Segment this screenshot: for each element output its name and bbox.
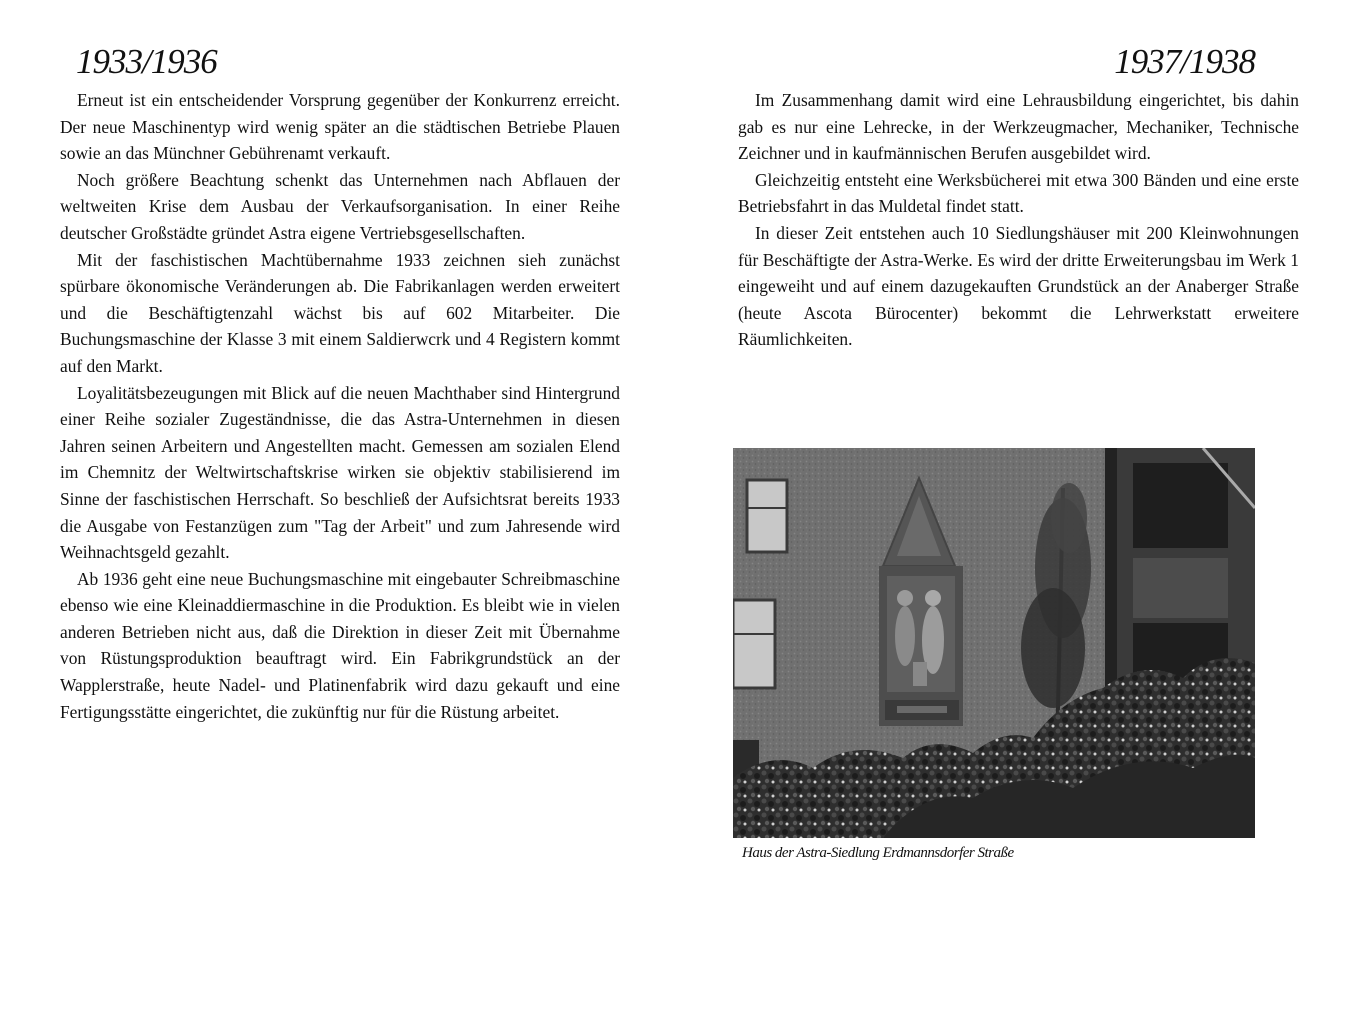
paragraph: Im Zusammenhang damit wird eine Lehrausbildung eingerichtet, bis dahin gab es nur eine Lehrecke, in der Werkzeugmacher, Mechaniker, Technische Zeichner und in kaufmännischen Berufen ausgebildet wird. — [738, 90, 1299, 164]
paragraph: Erneut ist ein entscheidender Vorsprung gegenüber der Konkurrenz erreicht. Der neue Maschinentyp wird wenig später an die städtischen Betriebe Plauen sowie an das Münchner Gebührenamt verkauft. — [60, 90, 620, 164]
paragraph: Noch größere Beachtung schenkt das Unternehmen nach Abflauen der weltweiten Krise dem Ausbau der Verkaufsorganisation. In einer Reihe deutscher Großstädte gründet Astra eigene Vertriebsgesellschaften. — [60, 169, 620, 243]
paragraph: Loyalitätsbezeugungen mit Blick auf die neuen Machthaber sind Hintergrund einer Reihe sozialer Zugeständnisse, die das Astra-Unternehmen in diesen Jahren seinen Arbeitern und Angestellten macht. Gemessen am sozialen Elend im Chemnitz der Weltwirtschaftskrise wirken sie objektiv stabilisierend im Sinne der faschistischen Herrschaft. So beschließ der Aufsichtsrat bereits 1933 die Ausgabe von Festanzügen zum "Tag der Arbeit" und zum Jahresende wird Weihnachtsgeld gezahlt. — [60, 382, 620, 563]
paragraph: In dieser Zeit entstehen auch 10 Siedlungshäuser mit 200 Kleinwohnungen für Beschäftigte der Astra-Werke. Es wird der dritte Erweiterungsbau im Werk 1 eingeweiht und auf einem dazugekauften Grundstück an der Anaberger Straße (heute Ascota Bürocenter) bekommt die Lehrwerkstatt erweitere Räumlichkeiten. — [738, 222, 1299, 350]
page-heading-left: 1933/1936 — [76, 42, 217, 81]
paragraph: Mit der faschistischen Machtübernahme 1933 zeichnen sieh zunächst spürbare ökonomische Veränderungen ab. Die Fabrikanlagen werden erweitert und die Beschäftigtenzahl wächst bis auf 602 Mitarbeiter. Die Buchungsmaschine der Klasse 3 mit einem Saldierwcrk und 4 Registern kommt auf den Markt. — [60, 249, 620, 376]
page-heading-right: 1937/1938 — [1114, 42, 1255, 81]
photo-caption: Haus der Astra-Siedlung Erdmannsdorfer Straße — [742, 845, 1014, 861]
building-facade-photo — [733, 448, 1255, 838]
paragraph: Ab 1936 geht eine neue Buchungsmaschine mit eingebauter Schreibmaschine ebenso wie eine Kleinaddiermaschine in die Produktion. Es bleibt wie in vielen anderen Betrieben nicht aus, daß die Direktion in dieser Zeit mit Übernahme von Rüstungsproduktion beauftragt wird. Ein Fabrikgrundstück an der Wapplerstraße, heute Nadel- und Platinenfabrik wird dazu gekauft und eine Fertigungsstätte eingerichtet, die zukünftig nur für die Rüstung arbeitet. — [60, 568, 620, 722]
left-body-text — [60, 87, 620, 725]
paragraph: Gleichzeitig entsteht eine Werksbücherei mit etwa 300 Bänden und eine erste Betriebsfahrt in das Muldetal findet statt. — [738, 169, 1299, 217]
right-body-text — [738, 87, 1299, 353]
